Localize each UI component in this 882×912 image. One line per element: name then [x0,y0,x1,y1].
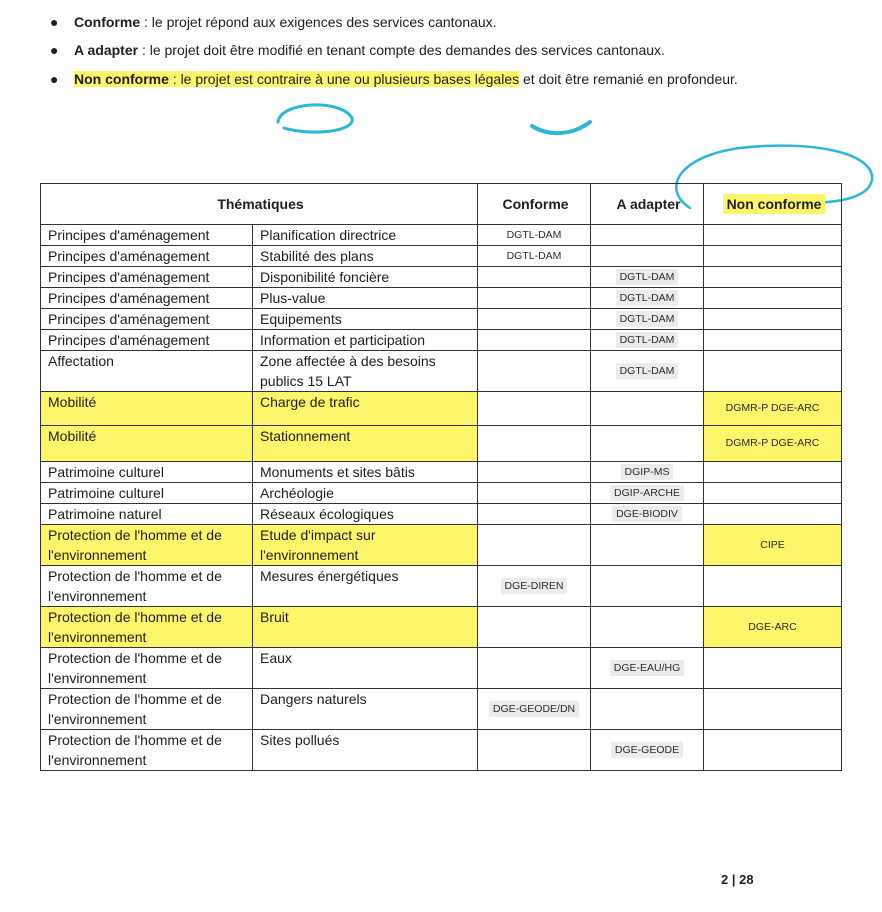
theme-cell: Patrimoine culturel [41,483,253,504]
adapter-cell [591,426,704,462]
conforme-cell [478,267,591,288]
sub-theme-cell: Bruit [253,607,478,648]
legend-sep: : [168,71,181,87]
conforme-cell [478,566,591,607]
non-conforme-cell [704,483,842,504]
legend-item-adapter [46,40,766,60]
non-conforme-cell [704,351,842,392]
header-non-conforme-label: Non conforme [723,194,826,214]
table-row [41,689,842,730]
theme-cell: Protection de l'homme et de l'environnement [41,566,253,607]
table-row [41,566,842,607]
sub-theme-cell: Planification directrice [253,225,478,246]
adapter-cell [591,607,704,648]
sub-theme-cell: Réseaux écologiques [253,504,478,525]
annotation-underline-legales [528,110,598,140]
table-row [41,426,842,462]
theme-cell: Principes d'aménagement [41,288,253,309]
adapter-cell [591,689,704,730]
table-row [41,288,842,309]
legend-text: le projet répond aux exigences des services cantonaux. [151,14,497,30]
adapter-cell [591,730,704,771]
bullet-icon: ● [50,42,59,58]
non-conforme-cell [704,648,842,689]
sub-theme-cell: Monuments et sites bâtis [253,462,478,483]
conforme-cell [478,330,591,351]
non-conforme-cell [704,462,842,483]
agency-code: DGE-BIODIV [612,506,682,522]
table-row [41,648,842,689]
header-thematiques: Thématiques [41,184,478,225]
adapter-cell [591,351,704,392]
adapter-cell [591,330,704,351]
sub-theme-cell: Plus-value [253,288,478,309]
conforme-cell [478,607,591,648]
sub-theme-cell: Charge de trafic [253,392,478,426]
adapter-cell [591,483,704,504]
sub-theme-cell: Archéologie [253,483,478,504]
non-conforme-cell [704,330,842,351]
sub-theme-cell: Eaux [253,648,478,689]
non-conforme-cell: DGMR-P DGE-ARC [704,426,842,462]
agency-code: DGTL-DAM [616,332,679,348]
adapter-cell [591,566,704,607]
legend-term: Non conforme [74,71,169,87]
agency-code: DGIP-ARCHE [610,485,684,501]
conforme-cell: DGTL-DAM [478,225,591,246]
table-row [41,483,842,504]
table-row [41,330,842,351]
legend-sep: : [140,14,152,30]
theme-cell: Protection de l'homme et de l'environnement [41,525,253,566]
table-row [41,504,842,525]
non-conforme-cell: CIPE [704,525,842,566]
theme-cell: Principes d'aménagement [41,225,253,246]
agency-code: DGTL-DAM [616,311,679,327]
theme-cell: Principes d'aménagement [41,267,253,288]
theme-cell: Affectation [41,351,253,392]
non-conforme-cell [704,225,842,246]
agency-code: DGE-GEODE [611,742,683,758]
conforme-cell [478,392,591,426]
theme-cell: Principes d'aménagement [41,246,253,267]
adapter-cell [591,309,704,330]
agency-code: DGTL-DAM [616,290,679,306]
page-number: 2 | 28 [721,872,754,887]
conforme-cell [478,689,591,730]
adapter-cell [591,225,704,246]
conforme-cell [478,730,591,771]
sub-theme-cell: Mesures énergétiques [253,566,478,607]
agency-code: DGE-DIREN [501,578,568,594]
sub-theme-cell: Disponibilité foncière [253,267,478,288]
non-conforme-cell [704,566,842,607]
legend-sep: : [138,42,150,58]
non-conforme-cell [704,689,842,730]
conforme-cell: DGTL-DAM [478,246,591,267]
sub-theme-cell: Stabilité des plans [253,246,478,267]
conforme-cell [478,288,591,309]
adapter-cell [591,462,704,483]
table-row [41,607,842,648]
non-conforme-cell: DGE-ARC [704,607,842,648]
table-row [41,246,842,267]
non-conforme-cell [704,246,842,267]
sub-theme-cell: Sites pollués [253,730,478,771]
header-conforme: Conforme [478,184,591,225]
adapter-cell [591,267,704,288]
non-conforme-cell [704,267,842,288]
agency-code: DGE-EAU/HG [610,660,685,676]
non-conforme-cell [704,309,842,330]
bullet-icon: ● [50,14,59,30]
non-conforme-cell: DGMR-P DGE-ARC [704,392,842,426]
bullet-icon: ● [50,71,59,87]
table-row [41,309,842,330]
table-row [41,351,842,392]
legend-item-conforme [46,12,766,32]
adapter-cell [591,392,704,426]
conforme-cell [478,483,591,504]
table-row [41,730,842,771]
sub-theme-cell: Etude d'impact sur l'environnement [253,525,478,566]
agency-code: DGTL-DAM [616,363,679,379]
table-row [41,267,842,288]
agency-code: DGE-GEODE/DN [489,701,579,717]
theme-cell: Mobilité [41,392,253,426]
agency-code: DGTL-DAM [616,269,679,285]
adapter-cell [591,246,704,267]
legend-term: A adapter [74,42,139,58]
non-conforme-cell [704,504,842,525]
table-row [41,392,842,426]
non-conforme-cell [704,730,842,771]
theme-cell: Patrimoine naturel [41,504,253,525]
thematiques-table [40,183,842,771]
theme-cell: Principes d'aménagement [41,330,253,351]
theme-cell: Protection de l'homme et de l'environnement [41,648,253,689]
adapter-cell [591,525,704,566]
conforme-cell [478,648,591,689]
adapter-cell [591,648,704,689]
legend-item-non-conforme [46,69,766,89]
theme-cell: Patrimoine culturel [41,462,253,483]
table-row [41,525,842,566]
legend-text: le projet doit être modifié en tenant compte des demandes des services cantonaux. [149,42,665,58]
theme-cell: Mobilité [41,426,253,462]
legend-list [46,12,766,98]
table-row [41,462,842,483]
conforme-cell [478,309,591,330]
sub-theme-cell: Stationnement [253,426,478,462]
sub-theme-cell: Information et participation [253,330,478,351]
header-adapter: A adapter [591,184,704,225]
conforme-cell [478,426,591,462]
agency-code: DGIP-MS [621,464,674,480]
conforme-cell [478,462,591,483]
theme-cell: Principes d'aménagement [41,309,253,330]
header-non-conforme [704,184,842,225]
legend-text: le projet est contraire à une ou plusieurs bases légales [180,71,520,87]
legend-term: Conforme [74,14,141,30]
sub-theme-cell: Dangers naturels [253,689,478,730]
table-header-row [41,184,842,225]
conforme-cell [478,525,591,566]
theme-cell: Protection de l'homme et de l'environnement [41,607,253,648]
adapter-cell [591,504,704,525]
theme-cell: Protection de l'homme et de l'environnement [41,689,253,730]
non-conforme-cell [704,288,842,309]
theme-cell: Protection de l'homme et de l'environnement [41,730,253,771]
sub-theme-cell: Equipements [253,309,478,330]
conforme-cell [478,504,591,525]
legend-tail: et doit être remanié en profondeur. [519,71,738,87]
adapter-cell [591,288,704,309]
table-row [41,225,842,246]
annotation-underline-contraire [270,92,360,142]
sub-theme-cell: Zone affectée à des besoins publics 15 LAT [253,351,478,392]
conforme-cell [478,351,591,392]
